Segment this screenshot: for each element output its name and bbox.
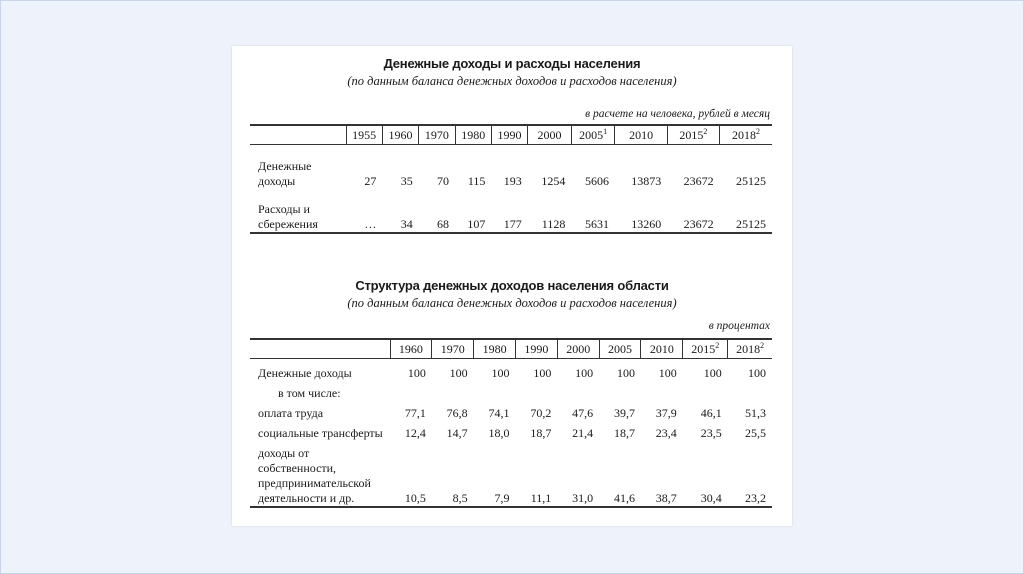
table-cell <box>683 381 728 401</box>
table-cell: 13260 <box>631 216 662 231</box>
table-row <box>250 401 772 421</box>
table-cell: 7,9 <box>494 490 510 505</box>
table-cell: 10,5 <box>404 490 426 505</box>
table-cell: 8,5 <box>452 490 468 505</box>
table-cell: 41,6 <box>613 490 635 505</box>
table2-header-year: 2010 <box>641 339 683 359</box>
table-cell: 27 <box>364 173 377 188</box>
table-cell: 115 <box>467 173 486 188</box>
table-cell: 1128 <box>541 216 566 231</box>
table-cell: 11,1 <box>530 490 552 505</box>
table1-header-year: 2005$^1$ <box>571 125 615 145</box>
table1-header-year: 1990 <box>491 125 527 145</box>
table1-header-year: 2010 <box>615 125 667 145</box>
row-label: Денежные доходы <box>258 365 352 380</box>
table-cell: 46,1 <box>700 405 722 420</box>
table-cell: 100 <box>658 365 677 380</box>
table-row <box>250 145 772 189</box>
table2-subtitle: (по данным баланса денежных доходов и расходов населения) <box>347 296 677 310</box>
table-cell: 13873 <box>631 173 662 188</box>
table-cell: 70 <box>437 173 450 188</box>
table2-header-year: 2018$^2$ <box>728 339 772 359</box>
table1-header-year: 1970 <box>419 125 455 145</box>
table1-header-year: 2015$^2$ <box>667 125 719 145</box>
table1-header-empty <box>250 125 346 145</box>
table2-header-row <box>250 339 772 359</box>
table-cell: 100 <box>449 365 468 380</box>
table-cell: 38,7 <box>655 490 677 505</box>
table-cell: 30,4 <box>700 490 722 505</box>
table1-header-year: 1980 <box>455 125 491 145</box>
row-label: оплата труда <box>258 405 324 420</box>
table-cell: 1254 <box>541 173 566 188</box>
table2-header-year: 1990 <box>515 339 557 359</box>
table2-header-year: 2000 <box>557 339 599 359</box>
row-label: в том числе: <box>278 385 341 400</box>
table-row <box>250 381 772 401</box>
table-cell <box>432 381 474 401</box>
income-expenses-table <box>250 124 772 234</box>
table-cell: 177 <box>503 216 522 231</box>
table-cell: 68 <box>437 216 450 231</box>
table1-header-row <box>250 125 772 145</box>
table1-subtitle: (по данным баланса денежных доходов и расходов населения) <box>347 74 677 88</box>
table-cell: 23672 <box>683 173 714 188</box>
table2-header-year: 1960 <box>390 339 432 359</box>
table-cell: 100 <box>703 365 722 380</box>
table2-header-year: 1970 <box>432 339 474 359</box>
table-cell: 31,0 <box>572 490 594 505</box>
table-cell: 21,4 <box>572 425 594 440</box>
table-cell: 100 <box>616 365 635 380</box>
table-cell <box>728 381 772 401</box>
table-cell <box>515 381 557 401</box>
table-cell: 100 <box>748 365 766 380</box>
income-structure-table <box>250 338 772 508</box>
table-cell: 23672 <box>683 216 714 231</box>
row-label: Денежные доходы <box>258 158 312 188</box>
table-cell: 12,4 <box>404 425 426 440</box>
table1-title: Денежные доходы и расходы населения <box>383 56 641 71</box>
table-cell: 74,1 <box>488 405 510 420</box>
table-cell: 35 <box>400 173 413 188</box>
table-cell: 100 <box>533 365 552 380</box>
table-cell: 39,7 <box>613 405 635 420</box>
row-label: доходы от собственности, предпринимательской деятельности и др. <box>258 445 371 505</box>
table-cell: 47,6 <box>572 405 594 420</box>
table-cell: 51,3 <box>745 405 766 420</box>
table-row <box>250 359 772 381</box>
table-cell: 100 <box>407 365 426 380</box>
table-cell: 77,1 <box>404 405 426 420</box>
row-label: социальные трансферты <box>258 425 383 440</box>
table-cell: 14,7 <box>446 425 468 440</box>
table-cell: 193 <box>503 173 522 188</box>
table1-header-year: 2000 <box>528 125 572 145</box>
table-cell: 18,7 <box>530 425 552 440</box>
row-label: Расходы и сбережения <box>258 201 318 231</box>
table2-header-year: 2005 <box>599 339 641 359</box>
table-cell: 23,2 <box>745 490 766 505</box>
table-cell: … <box>364 216 377 231</box>
table-cell: 34 <box>400 216 413 231</box>
table1-header-year: 1960 <box>382 125 418 145</box>
table-cell <box>390 381 432 401</box>
table1-header-year: 1955 <box>346 125 382 145</box>
table-cell <box>599 381 641 401</box>
table-cell: 23,5 <box>700 425 722 440</box>
table-cell: 37,9 <box>655 405 677 420</box>
table-cell: 76,8 <box>446 405 468 420</box>
table-row <box>250 189 772 233</box>
table-cell: 23,4 <box>655 425 677 440</box>
table-cell: 5631 <box>584 216 609 231</box>
table-cell: 5606 <box>584 173 609 188</box>
table-row <box>250 421 772 441</box>
document-page <box>232 46 792 526</box>
table2-header-year: 2015$^2$ <box>683 339 728 359</box>
table2-title: Структура денежных доходов населения области <box>355 278 669 293</box>
table-cell: 107 <box>467 216 486 231</box>
table-cell: 25125 <box>736 216 766 231</box>
table-cell: 18,7 <box>613 425 635 440</box>
table-cell <box>557 381 599 401</box>
table-cell <box>641 381 683 401</box>
table-cell: 100 <box>491 365 510 380</box>
table2-header-empty <box>250 339 390 359</box>
table2-units: в процентах <box>708 320 770 332</box>
table2-header-year: 1980 <box>474 339 516 359</box>
table-cell: 100 <box>575 365 594 380</box>
table-cell <box>474 381 516 401</box>
table-cell: 18,0 <box>488 425 510 440</box>
table-row <box>250 441 772 507</box>
table1-header-year: 2018$^2$ <box>720 125 772 145</box>
table1-units: в расчете на человека, рублей в месяц <box>585 108 770 120</box>
table-cell: 70,2 <box>530 405 552 420</box>
table-cell: 25,5 <box>745 425 766 440</box>
table-cell: 25125 <box>736 173 766 188</box>
